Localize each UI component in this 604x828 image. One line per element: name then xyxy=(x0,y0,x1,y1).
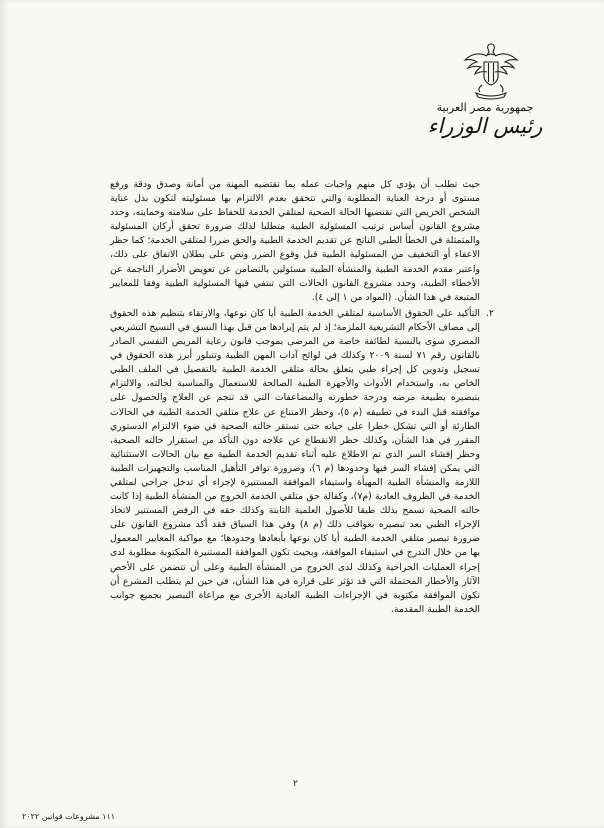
egyptian-eagle-emblem-icon xyxy=(462,38,520,100)
prime-minister-title: رئيس الوزراء xyxy=(427,114,543,138)
intro-paragraph: حيث تطلب أن يؤدي كل منهم واجبات عمله بما تقتضيه المهنة من أمانة وصدق ودقة ورفع مستوى أو درجة العناية المطلوبة والتي تتحقق بعدم الالتزام بها مسئوليته لتكون بذل عناية الشخص الحريص التي تقتضيها الحالة الصحية لمتلقي الخدمة للحفاظ على سلامته وحمايته، وحدد مشروع القانون أساس ترتيب المسئولية الطبية متطلبا لذلك ضرورة تحقق أركان المسئولية والمتمثلة في الخطأ الطبي الناتج عن تقديم الخدمة الطبية والحق ضررا لمتلقي الخدمة؛ كما حظر الاعفاء أو التخفيف من المسئولية الطبية قبل وقوع الضرر ونص على بطلان الاتفاق على ذلك، واعتبر مقدم الخدمة الطبية والمنشأة الطبية مسئولين بالتضامن عن تعويض الأضرار الناجمة عن الأخطاء الطبية، وحدد مشروع القانون الحالات التي تنتفي فيها المسئولية الطبية وفقا للمعايير المتبعة في هذا الشأن. (المواد من ١ إلى ٤). xyxy=(110,179,480,303)
page-number: ٢ xyxy=(293,779,298,789)
list-item-number: ٢. xyxy=(486,307,494,319)
republic-title: جمهورية مصر العربية xyxy=(436,101,534,114)
list-item xyxy=(110,307,494,617)
document-body xyxy=(110,178,494,617)
footer-note: ١١١ مشروعات قوانين ٢٠٢٢ xyxy=(22,812,116,821)
list-item-text: التأكيد على الحقوق الأساسية لمتلقي الخدمة الطبية أيا كان نوعها، والارتقاء بتنظيم هذه الحقوق إلى مصاف الأحكام التشريعية الملزمة؛ إذ لم يتم إيرادها من قبل بهذا النسق في النسيج التشريعي المصري سوى بالنسبة لطائفة خاصة من المرضى بموجب قانون رعاية المريض النفسي الصادر بالقانون رقم ٧١ لسنة ٢٠٠٩ وكذلك في لوائح آداب المهن الطبية وتتبلور أبرز هذه الحقوق في تسجيل وتدوين كل إجراء طبي يتعلق بحالة متلقي الخدمة الطبية بالتفصيل في الملف الطبي الخاص به، واستخدام الأدوات والأجهزة الطبية الصالحة للاستعمال والمناسبة لحالته، والالتزام بتبصيره بطبيعة مرضه ودرجة خطورته والمضاعفات التي قد تنجم عن العلاج والحصول على موافقته قبل البدء في تطبيقه (م ٥)، وحظر الامتناع عن علاج متلقي الخدمة الطبية في الحالات الطارئة أو التي تشكل خطرا على حياته حتى تستقر حالته الصحية في ضوء الالتزام الدستوري المقرر في هذا الشأن، وكذلك حظر الانقطاع عن علاجه دون التأكد من استقرار حالته الصحية، وحظر إفشاء السر الذي تم الاطلاع عليه أثناء تقديم الخدمة الطبية مع بيان الحالات الاستثنائية التي يمكن إفشاء السر فيها وحدودها (م ٦)، وضرورة توافر التأهيل المناسب والتجهيزات الطبية اللازمة والمنشأة الطبية المهيأة واستيفاء الموافقة المستنيرة لإجراء أي تدخل جراحي لمتلقي الخدمة في الظروف العادية (م٧)، وكفالة حق متلقي الخدمة الخروج من المنشأة الطبية إذا كانت حالته الصحية تسمح بذلك طبقا للأصول العلمية الثابتة وكذلك حقه في الرفض المستنير لاتخاذ الإجراء الطبي بعد تبصيره بعواقب ذلك (م ٨) وفي هذا السياق فقد أكد مشروع القانون على ضرورة تبصير متلقي الخدمة الطبية أيا كان نوعها بأبعادها وحدودها؛ مع مواكبة المعايير المعمول بها من خلال التدرج في استيفاء الموافقة، وبحيث تكون الموافقة المستنيرة المكتوبة مطلوبة لدى إجراء العمليات الجراحية وكذلك لدى الخروج من المنشأة الطبية وعلى أن تتضمن على الأخص الآثار والأخطار المحتملة التي قد تؤثر على قراره في هذا الشأن، في حين لم يتطلب المشرع أن تكون الموافقة مكتوبة في الإجراءات الطبية العادية الأخرى مع مراعاة التبصير بجميع جوانب الخدمة الطبية المقدمة. xyxy=(110,307,481,615)
